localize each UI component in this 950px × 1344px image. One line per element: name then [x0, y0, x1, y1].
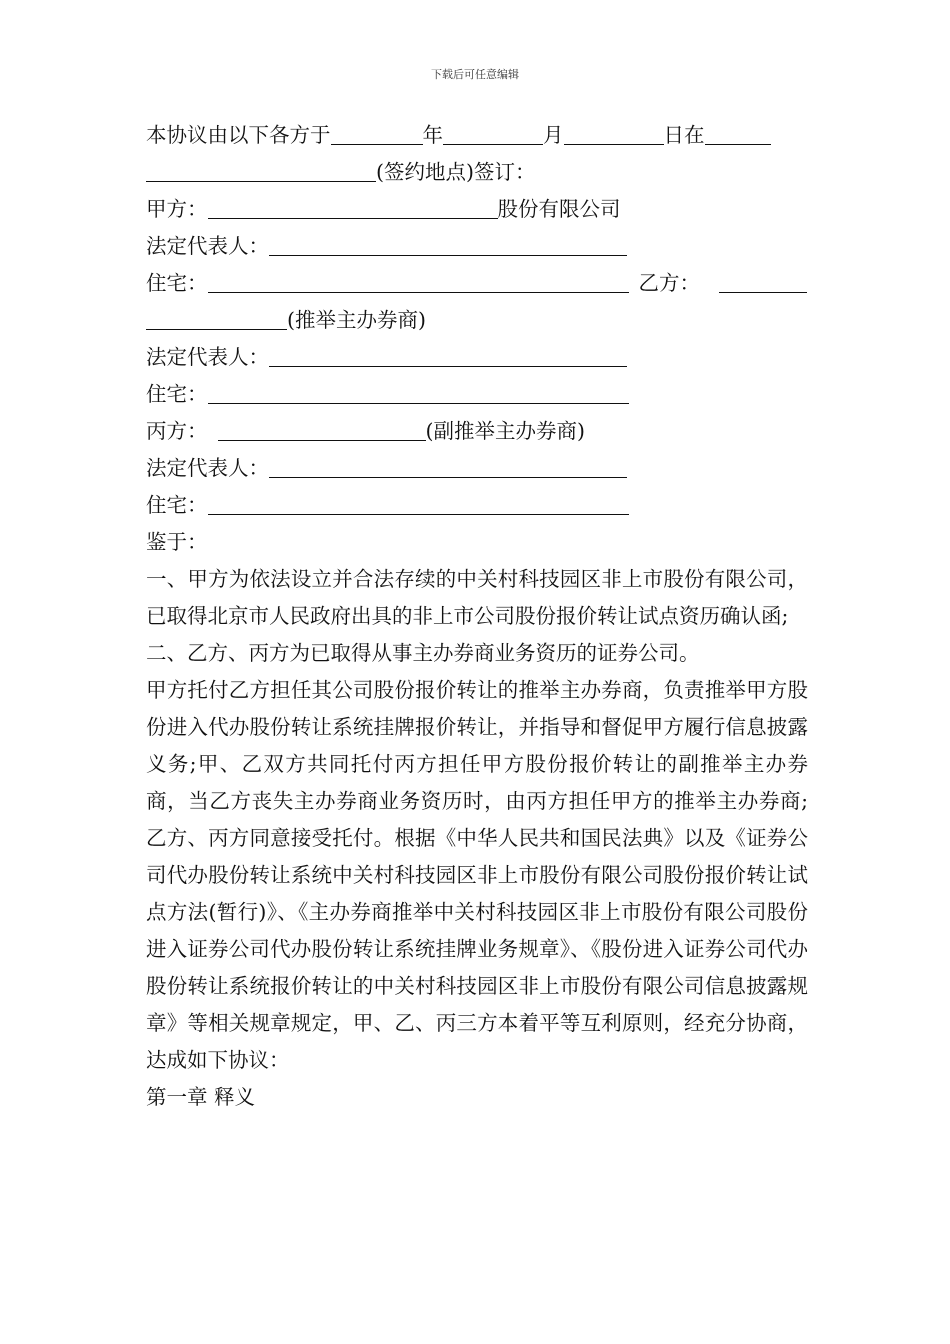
page-header-note: 下载后可任意编辑: [431, 68, 519, 81]
party-c-address-blank: [208, 487, 629, 515]
party-b-name-blank-start: [719, 265, 807, 293]
party-b-suffix: (推举主办券商): [287, 308, 426, 332]
day-label: 日在: [663, 123, 705, 147]
party-c-address-line: [146, 487, 808, 524]
party-c-suffix: (副推举主办券商): [425, 419, 585, 443]
party-a-rep-blank: [269, 228, 627, 256]
party-c-rep-line: [146, 450, 808, 487]
signing-place-label: (签约地点)签订：: [376, 160, 536, 184]
party-b-rep-line: [146, 339, 808, 376]
signing-place-line: [146, 154, 808, 191]
party-b-name-blank: [146, 302, 287, 330]
day-blank: [564, 117, 664, 145]
party-a-address-and-party-b-line: [146, 265, 808, 302]
party-b-label: 乙方：: [638, 271, 700, 295]
party-c-name-blank: [218, 413, 426, 441]
year-blank: [331, 117, 423, 145]
party-c-address-label: 住宅：: [146, 493, 208, 517]
place-blank: [146, 154, 376, 182]
party-a-label: 甲方：: [146, 197, 208, 221]
month-blank: [443, 117, 543, 145]
signing-date-line: [146, 117, 808, 154]
recital-paragraph-2: 二、乙方、丙方为已取得从事主办券商业务资历的证券公司。: [146, 641, 700, 665]
month-label: 月: [543, 123, 564, 147]
party-a-address-blank: [208, 265, 629, 293]
party-c-line: [146, 413, 808, 450]
party-b-address-blank: [208, 376, 629, 404]
party-a-rep-label: 法定代表人：: [146, 234, 269, 258]
party-b-rep-blank: [269, 339, 627, 367]
party-b-line: [146, 302, 808, 339]
party-b-rep-label: 法定代表人：: [146, 345, 269, 369]
chapter-title: 第一章 释义: [146, 1085, 256, 1109]
party-a-name-blank: [208, 191, 498, 219]
party-c-rep-blank: [269, 450, 627, 478]
whereas-heading: 鉴于：: [146, 530, 208, 554]
party-a-address-label: 住宅：: [146, 271, 208, 295]
party-b-address-label: 住宅：: [146, 382, 208, 406]
recital-paragraph-1: 一、甲方为依法设立并合法存续的中关村科技园区非上市股份有限公司，已取得北京市人民政府出具的非上市公司股份报价转让试点资历确认函;: [146, 567, 808, 628]
agreement-purpose-paragraph: 甲方托付乙方担任其公司股份报价转让的推举主办券商，负责推举甲方股份进入代办股份转让系统挂牌报价转让，并指导和督促甲方履行信息披露义务;甲、乙双方共同托付丙方担任甲方股份报价转让的副推举主办券商，当乙方丧失主办券商业务资历时，由丙方担任甲方的推举主办券商;乙方、丙方同意接受托付。根据《中华人民共和国民法典》以及《证券公司代办股份转让系统中关村科技园区非上市股份有限公司股份报价转让试点方法(暂行)》、《主办券商推举中关村科技园区非上市股份有限公司股份进入证券公司代办股份转让系统挂牌业务规章》、《股份进入证券公司代办股份转让系统报价转让的中关村科技园区非上市股份有限公司信息披露规章》等相关规章规定，甲、乙、丙三方本着平等互利原则，经充分协商，达成如下协议：: [146, 678, 808, 1072]
party-a-line: [146, 191, 808, 228]
party-b-address-line: [146, 376, 808, 413]
party-c-label: 丙方：: [146, 419, 208, 443]
party-c-rep-label: 法定代表人：: [146, 456, 269, 480]
intro-text: 本协议由以下各方于: [146, 123, 331, 147]
year-label: 年: [422, 123, 443, 147]
place-blank-start: [705, 117, 771, 145]
agreement-body: [146, 117, 808, 1116]
party-a-rep-line: [146, 228, 808, 265]
party-a-suffix: 股份有限公司: [497, 197, 621, 221]
